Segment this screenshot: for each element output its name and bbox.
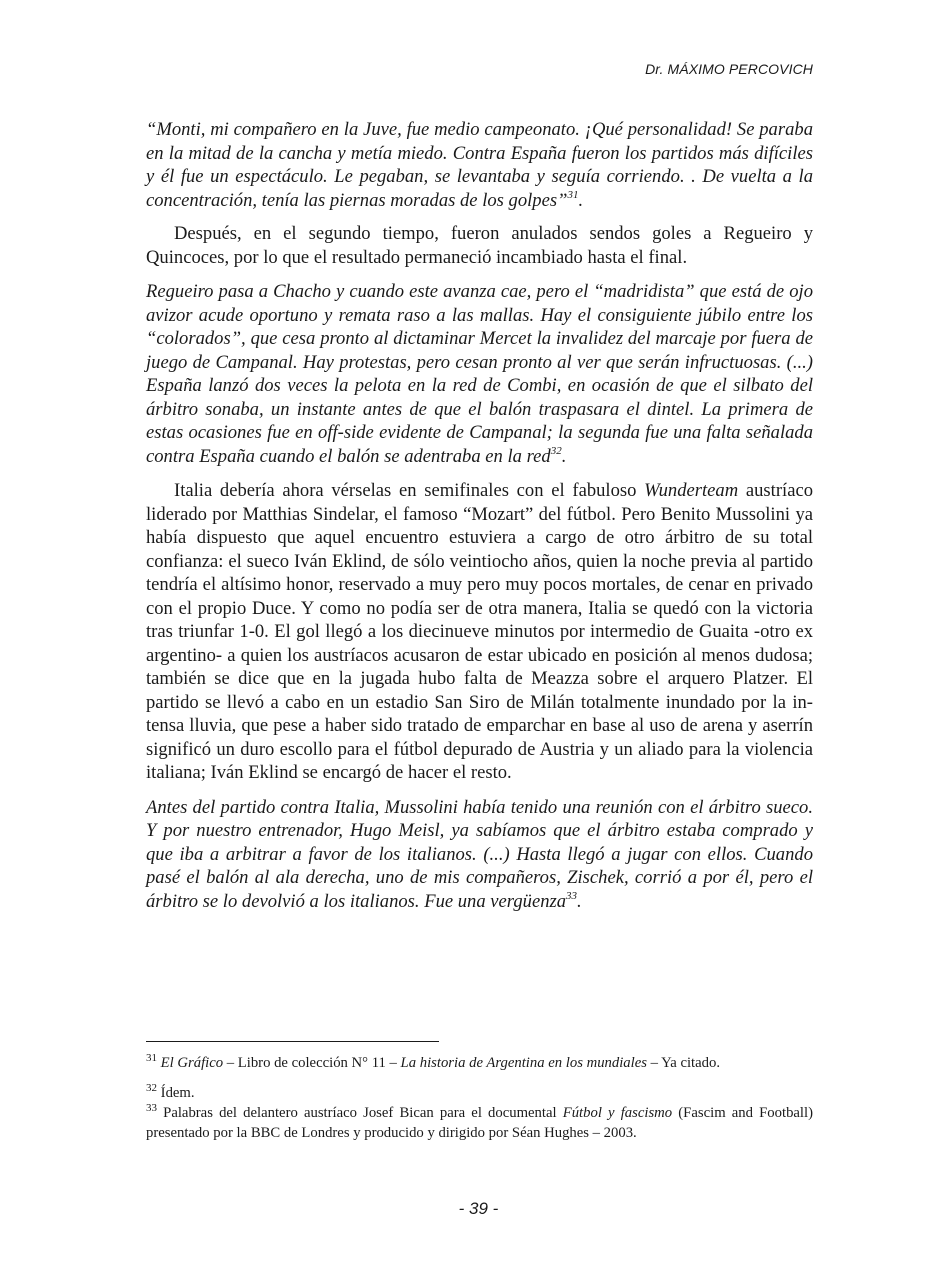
footnote-33-text-before: Palabras del delantero austríaco Josef Bican para el documental: [163, 1105, 563, 1121]
paragraph-semifinal: [146, 479, 813, 785]
quote-bican-text: Antes del partido contra Italia, Mussolini había tenido una reunión con el árbitro sueco. Y por nuestro entrenador, Hugo Meisl, ya sabíamos que el árbitro estaba comprado y que iba a arbitrar a favor de los italianos. (...) Hasta llegó a jugar con ellos. Cuando pasé el balón al ala derecha, uno de mis compañeros, Zischek, corrió a por él, pero el árbitro se lo devolvió a los italianos. Fue una vergüenza: [146, 796, 813, 912]
body-text: [146, 118, 813, 924]
footnote-31: [146, 1053, 813, 1073]
footnote-32-number: 32: [146, 1082, 157, 1094]
quote-regueiro-text: Regueiro pasa a Chacho y cuando este avanza cae, pero el “madridista” que está de ojo avizor acude oportuno y remata raso a las mallas. Hay el consiguiente júbilo entre los “colorados”, que cesa pronto al dictaminar Mercet la invalidez del marcaje por fuera de juego de Campanal. Hay protestas, pero cesan pronto al ver que serán infructuosas. (...) España lanzó dos veces la pelota en la red de Combi, en ocasión de que el silbato del árbitro sonaba, un instante antes de que el balón traspasara el dintel. La primera de estas ocasiones fue en off-side evidente de Campanal; la segunda fue una falta señalada contra España cuando el balón se adentraba en la red: [146, 281, 813, 467]
footnote-31-book-title: La historia de Argentina en los mundiales: [400, 1055, 647, 1071]
footnote-33-number: 33: [146, 1102, 157, 1114]
footnote-31-separator: – Libro de colección N° 11 –: [223, 1055, 401, 1071]
semifinal-text-before: Italia debería ahora vérselas en semifinales con el fabuloso: [174, 480, 645, 501]
quote-monti-end: .: [578, 189, 584, 211]
quote-bican-end: .: [577, 890, 582, 912]
footnote-31-tail: – Ya citado.: [646, 1055, 721, 1071]
wunderteam-emphasis: Wunderteam: [644, 480, 739, 501]
footnote-33: [146, 1103, 813, 1143]
quote-monti: [146, 118, 813, 212]
quote-regueiro: [146, 280, 813, 468]
quote-monti-text: “Monti, mi compañero en la Juve, fue medio campeonato. ¡Qué personalidad! Se paraba en la mitad de la cancha y metía miedo. Contra España fueron los partidos más difíciles y él fue un espectáculo. Le pegaban, se levantaba y seguía corriendo. . De vuelta a la concentración, tenía las piernas moradas de los golpes”: [146, 119, 813, 211]
footnotes: [146, 1053, 813, 1143]
footnote-ref-31[interactable]: 31: [567, 188, 579, 201]
footnote-ref-33[interactable]: 33: [566, 889, 578, 902]
footnote-32-text: Ídem.: [160, 1085, 195, 1101]
footnote-separator: [146, 1041, 439, 1042]
footnote-ref-32[interactable]: 32: [550, 444, 562, 457]
page-number: - 39 -: [458, 1199, 499, 1218]
footnote-31-source: El Gráfico: [160, 1055, 224, 1071]
footnote-33-text-after: (Fascim and Football) presentado por la BBC de Londres y producido y dirigido por Séan Hughes – 2003.: [146, 1105, 813, 1141]
footnote-33-documentary-title: Fútbol y fascismo: [562, 1105, 673, 1121]
footnote-32: [146, 1083, 813, 1103]
paragraph-second-half: Después, en el segundo tiempo, fueron anulados sendos goles a Regueiro y Quincoces, por lo que el resultado permaneció incambiado hasta el final.: [146, 223, 813, 268]
footnote-31-number: 31: [146, 1052, 157, 1064]
quote-regueiro-end: .: [561, 445, 567, 467]
semifinal-text-after: austríaco liderado por Matthias Sindelar, el famoso “Mozart” del fútbol. Pero Benito Mussolini ya había dispuesto que aquel encuentro estuviera a cargo de otro árbitro de su total confianza: el sueco Iván Eklind, de sólo veintiocho años, quien la noche previa al partido tendría el altísimo honor, reservado a muy pero muy pocos mortales, de cenar en privado con el propio Duce. Y como no podía ser de otra manera, Italia se quedó con la victoria tras triunfar 1-0. El gol llegó a los diecinueve minutos por intermedio de Guaita -otro ex argentino- a quien los austríacos acusaron de estar ubicado en posición al menos dudosa; también se dice que en la jugada hubo falta de Meazza sobre el arquero Platzer. El partido se llevó a cabo en un estadio San Siro de Milán totalmente inundado por la intensa lluvia, que pese a haber sido tratado de emparchar en base al uso de arena y aserrín significó un duro escollo para el fútbol depurado de Austria y un aliado para la violencia italiana; Iván Eklind se encargó de hacer el resto.: [146, 480, 813, 783]
quote-bican: [146, 796, 813, 914]
running-header: Dr. MÁXIMO PERCOVICH: [645, 61, 813, 77]
